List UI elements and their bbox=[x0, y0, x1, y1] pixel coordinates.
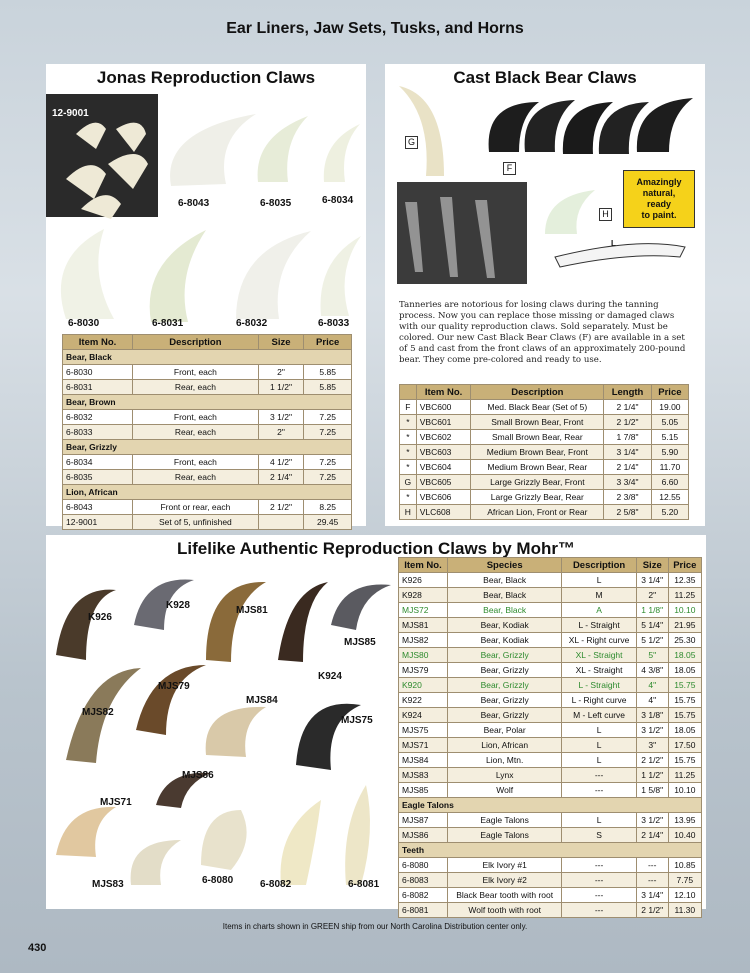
photo-label: 6-8034 bbox=[322, 195, 354, 206]
table-cell: VBC603 bbox=[416, 445, 471, 460]
table-cell: Elk Ivory #2 bbox=[447, 873, 561, 888]
table-cell: K924 bbox=[399, 708, 448, 723]
table-cell: H bbox=[400, 505, 417, 520]
table-cell: 12.55 bbox=[651, 490, 688, 505]
photo-label: K928 bbox=[166, 600, 190, 611]
table-row: 6-8043 Front or rear, each 2 1/2" 8.25 bbox=[63, 500, 352, 515]
table-cell: MJS87 bbox=[399, 813, 448, 828]
table-cell: 6-8080 bbox=[399, 858, 448, 873]
table-cell: 2 1/4" bbox=[604, 460, 652, 475]
table-row bbox=[399, 858, 702, 873]
table-cell: 11.30 bbox=[668, 903, 701, 918]
table-row bbox=[400, 445, 689, 460]
table-cell: MJS71 bbox=[399, 738, 448, 753]
callout-box: Amazingly natural, ready to paint. bbox=[623, 170, 695, 228]
table-cell: Bear, Grizzly bbox=[447, 708, 561, 723]
col-header: Size bbox=[258, 335, 304, 350]
table-cell: M bbox=[562, 588, 636, 603]
table-cell: L - Straight bbox=[562, 618, 636, 633]
table-cell: 11.25 bbox=[668, 768, 701, 783]
table-cell: 7.75 bbox=[668, 873, 701, 888]
table-cell: 2 1/4" bbox=[636, 828, 668, 843]
mohr-panel bbox=[46, 535, 706, 915]
table-row bbox=[400, 505, 689, 520]
table-cell: 12.35 bbox=[668, 573, 701, 588]
table-row bbox=[399, 783, 702, 798]
table-cell: MJS72 bbox=[399, 603, 448, 618]
table-cell: L - Straight bbox=[562, 678, 636, 693]
table-cell: MJS86 bbox=[399, 828, 448, 843]
table-cell: L bbox=[562, 723, 636, 738]
mohr-table: Item No. Species Description Size Price K926 Bear, Black L 3 1/4" 12.35 K928 Bear, Black M 2" 11.25 MJS72 Bear, Black A 1 1/8" 10.10 MJS81 Bear, Kodiak L - Straight 5 1/4" 21.95 MJS82 Bear, Kodiak XL - Right curve 5 1/2" 25.30 MJS80 Bear, Grizzly XL - Straight 5" 18.05 MJS79 Bear, Grizzly XL - Straight 4 3/8" 18.05 K920 Bear, Grizzly L - Straight 4" 15.75 K922 Bear, Grizzly L - Right curve 4" 15.75 K924 Bear, Grizzly M - Left curve 3 1/8" 15.75 MJS75 Bear, Polar L 3 1/2" 18.05 MJS71 Lion, African L 3" 17.50 MJS84 Lion, Mtn. L 2 1/2" 15.75 MJS83 Lynx --- 1 1/2" 11.25 MJS85 Wolf --- 1 5/8" 10.10 Eagle Talons MJS87 Eagle Talons L 3 1/2" 13.95 MJS86 Eagle Talons S 2 1/4" 10.40 Teeth 6-8080 Elk Ivory #1 --- --- 10.85 6-8083 Elk Ivory #2 --- --- 7.75 6-8082 Black Bear tooth with root --- 3 1/4" 12.10 6-8081 Wolf tooth with root --- 2 1/2" 11.30 bbox=[398, 557, 702, 918]
table-cell: Black Bear tooth with root bbox=[447, 888, 561, 903]
photo-label: MJS85 bbox=[344, 637, 376, 648]
table-cell: MJS84 bbox=[399, 753, 448, 768]
table-cell: 5.20 bbox=[651, 505, 688, 520]
table-cell: 2 5/8" bbox=[604, 505, 652, 520]
jonas-table bbox=[62, 334, 352, 530]
table-row bbox=[399, 588, 702, 603]
jonas-panel bbox=[46, 64, 366, 526]
table-row bbox=[400, 430, 689, 445]
table-row bbox=[399, 663, 702, 678]
table-cell: * bbox=[400, 490, 417, 505]
table-row bbox=[399, 768, 702, 783]
table-cell: 10.10 bbox=[668, 603, 701, 618]
table-cell: --- bbox=[636, 873, 668, 888]
photo-label: 6-8031 bbox=[152, 318, 184, 329]
table-cell: 15.75 bbox=[668, 678, 701, 693]
table-cell: Wolf tooth with root bbox=[447, 903, 561, 918]
table-cell: Eagle Talons bbox=[447, 828, 561, 843]
table-row bbox=[399, 648, 702, 663]
table-cell: 6.60 bbox=[651, 475, 688, 490]
photo-label: 12-9001 bbox=[52, 108, 89, 119]
cast-title: Cast Black Bear Claws bbox=[453, 68, 637, 87]
table-cell: L bbox=[562, 573, 636, 588]
photo-label: MJS86 bbox=[182, 770, 214, 781]
table-cell: L bbox=[562, 753, 636, 768]
table-cell: 6-8081 bbox=[399, 903, 448, 918]
table-cell: XL - Straight bbox=[562, 663, 636, 678]
table-cell: * bbox=[400, 445, 417, 460]
table-cell: MJS82 bbox=[399, 633, 448, 648]
table-row bbox=[399, 888, 702, 903]
table-cell: --- bbox=[562, 858, 636, 873]
table-cell: 10.10 bbox=[668, 783, 701, 798]
table-cell: G bbox=[400, 475, 417, 490]
table-cell: 2" bbox=[636, 588, 668, 603]
cast-table: Item No. Description Length Price F VBC600 Med. Black Bear (Set of 5) 2 1/4" 19.00 * VBC601 Small Brown Bear, Front 2 1/2" 5.05 * VBC602 Small Brown Bear, Rear 1 7/8" 5.15 * VBC603 Medium Brown Bear, Front 3 1/4" 5.90 * VBC604 Medium Brown Bear, Rear 2 1/4" 11.70 G VBC605 Large Grizzly Bear, Front 3 3/4" 6.60 * VBC606 Large Grizzly Bear, Rear 2 3/8" 12.55 H VLC608 African Lion, Front or Rear 2 5/8" 5.20 bbox=[399, 384, 689, 520]
table-row: 6-8033 Rear, each 2" 7.25 bbox=[63, 425, 352, 440]
table-cell: 4" bbox=[636, 678, 668, 693]
table-row bbox=[399, 693, 702, 708]
table-cell: 1 1/8" bbox=[636, 603, 668, 618]
table-row bbox=[400, 415, 689, 430]
jonas-title: Jonas Reproduction Claws bbox=[96, 68, 316, 87]
table-cell: VLC608 bbox=[416, 505, 471, 520]
table-cell: 15.75 bbox=[668, 708, 701, 723]
table-cell: 25.30 bbox=[668, 633, 701, 648]
table-cell: 10.40 bbox=[668, 828, 701, 843]
tag-h: H bbox=[599, 208, 612, 221]
table-cell: 18.05 bbox=[668, 648, 701, 663]
table-cell: F bbox=[400, 400, 417, 415]
table-cell: Large Grizzly Bear, Rear bbox=[471, 490, 604, 505]
photo-label: 6-8080 bbox=[202, 875, 234, 886]
table-cell: Bear, Grizzly bbox=[447, 663, 561, 678]
table-cell: Bear, Black bbox=[447, 588, 561, 603]
photo-label: 6-8035 bbox=[260, 198, 292, 209]
table-row: 6-8034 Front, each 4 1/2" 7.25 bbox=[63, 455, 352, 470]
table-row bbox=[399, 708, 702, 723]
table-row bbox=[399, 813, 702, 828]
table-cell: * bbox=[400, 415, 417, 430]
table-cell: MJS80 bbox=[399, 648, 448, 663]
photo-label: 6-8033 bbox=[318, 318, 350, 329]
table-cell: --- bbox=[562, 903, 636, 918]
table-row: 6-8032 Front, each 3 1/2" 7.25 bbox=[63, 410, 352, 425]
table-cell: Elk Ivory #1 bbox=[447, 858, 561, 873]
col-header: Price bbox=[304, 335, 352, 350]
table-cell: 19.00 bbox=[651, 400, 688, 415]
table-row bbox=[399, 873, 702, 888]
table-cell: 3 1/4" bbox=[604, 445, 652, 460]
table-cell: VBC605 bbox=[416, 475, 471, 490]
photo-label: K924 bbox=[318, 671, 342, 682]
table-cell: Bear, Grizzly bbox=[447, 693, 561, 708]
table-cell: 15.75 bbox=[668, 693, 701, 708]
table-cell: 2 1/4" bbox=[604, 400, 652, 415]
description-paragraph: Tanneries are notorious for losing claws during the tanning process. Now you can replace those missing or damaged claws with our quality reproduction claws. Sold separately. Must be colored. Our new Cast Black Bear Claws (F) are available in a set of 5 and cast from the front claws of an approximately 200-pound bear. They come pre-colored and ready to use. bbox=[399, 300, 686, 365]
table-row bbox=[399, 828, 702, 843]
photo-label: K926 bbox=[88, 612, 112, 623]
table-cell: --- bbox=[562, 888, 636, 903]
table-row bbox=[399, 573, 702, 588]
table-cell: MJS83 bbox=[399, 768, 448, 783]
table-row: 6-8035 Rear, each 2 1/4" 7.25 bbox=[63, 470, 352, 485]
table-cell: S bbox=[562, 828, 636, 843]
table-cell: MJS85 bbox=[399, 783, 448, 798]
table-cell: K926 bbox=[399, 573, 448, 588]
table-cell: VBC602 bbox=[416, 430, 471, 445]
tag-g: G bbox=[405, 136, 418, 149]
table-cell: Lion, African bbox=[447, 738, 561, 753]
table-cell: 5" bbox=[636, 648, 668, 663]
table-cell: XL - Straight bbox=[562, 648, 636, 663]
table-cell: African Lion, Front or Rear bbox=[471, 505, 604, 520]
table-cell: 3 1/2" bbox=[636, 723, 668, 738]
table-cell: VBC600 bbox=[416, 400, 471, 415]
table-cell: 5 1/4" bbox=[636, 618, 668, 633]
tag-l: L bbox=[611, 239, 616, 248]
table-cell: Medium Brown Bear, Front bbox=[471, 445, 604, 460]
table-cell: 1 1/2" bbox=[636, 768, 668, 783]
table-cell: Bear, Kodiak bbox=[447, 633, 561, 648]
table-cell: 11.25 bbox=[668, 588, 701, 603]
table-cell: 2 3/8" bbox=[604, 490, 652, 505]
table-cell: 13.95 bbox=[668, 813, 701, 828]
table-cell: 5.15 bbox=[651, 430, 688, 445]
group-row: Bear, Brown bbox=[63, 395, 352, 410]
table-cell: K922 bbox=[399, 693, 448, 708]
photo-label: MJS75 bbox=[341, 715, 373, 726]
mohr-title: Lifelike Authentic Reproduction Claws by Mohr™ bbox=[177, 539, 575, 558]
table-cell: * bbox=[400, 430, 417, 445]
table-cell: 3 1/4" bbox=[636, 573, 668, 588]
table-cell: 17.50 bbox=[668, 738, 701, 753]
table-cell: VBC606 bbox=[416, 490, 471, 505]
table-row bbox=[400, 490, 689, 505]
group-row: Eagle Talons bbox=[399, 798, 702, 813]
table-cell: 3 1/4" bbox=[636, 888, 668, 903]
col-header: Description bbox=[133, 335, 259, 350]
table-cell: --- bbox=[562, 768, 636, 783]
table-row bbox=[399, 903, 702, 918]
table-cell: 2 1/2" bbox=[604, 415, 652, 430]
col-header: Item No. bbox=[63, 335, 133, 350]
table-cell: Bear, Grizzly bbox=[447, 648, 561, 663]
table-cell: Small Brown Bear, Rear bbox=[471, 430, 604, 445]
table-row bbox=[400, 460, 689, 475]
table-row bbox=[399, 723, 702, 738]
group-row: Teeth bbox=[399, 843, 702, 858]
table-row bbox=[399, 603, 702, 618]
table-row bbox=[400, 400, 689, 415]
table-cell: 10.85 bbox=[668, 858, 701, 873]
tag-f: F bbox=[503, 162, 516, 175]
table-cell: A bbox=[562, 603, 636, 618]
photo-label: 6-8082 bbox=[260, 879, 292, 890]
table-cell: Bear, Black bbox=[447, 573, 561, 588]
table-cell: VBC601 bbox=[416, 415, 471, 430]
table-cell: L bbox=[562, 813, 636, 828]
table-cell: K920 bbox=[399, 678, 448, 693]
table-row bbox=[399, 738, 702, 753]
table-cell: --- bbox=[636, 858, 668, 873]
table-cell: Medium Brown Bear, Rear bbox=[471, 460, 604, 475]
group-row: Lion, African bbox=[63, 485, 352, 500]
table-cell: L bbox=[562, 738, 636, 753]
table-cell: 2 1/2" bbox=[636, 753, 668, 768]
page-number: 430 bbox=[28, 942, 47, 954]
table-cell: 2 1/2" bbox=[636, 903, 668, 918]
table-cell: XL - Right curve bbox=[562, 633, 636, 648]
table-cell: MJS75 bbox=[399, 723, 448, 738]
photo-label: MJS84 bbox=[246, 695, 278, 706]
table-cell: 1 7/8" bbox=[604, 430, 652, 445]
table-cell: Bear, Kodiak bbox=[447, 618, 561, 633]
table-cell: 12.10 bbox=[668, 888, 701, 903]
table-cell: Small Brown Bear, Front bbox=[471, 415, 604, 430]
table-cell: 18.05 bbox=[668, 663, 701, 678]
table-row bbox=[399, 618, 702, 633]
table-cell: --- bbox=[562, 783, 636, 798]
photo-label: 6-8030 bbox=[68, 318, 100, 329]
table-cell: MJS79 bbox=[399, 663, 448, 678]
photo-label: 6-8081 bbox=[348, 879, 380, 890]
table-cell: 5.05 bbox=[651, 415, 688, 430]
table-cell: 3 1/8" bbox=[636, 708, 668, 723]
table-cell: L - Right curve bbox=[562, 693, 636, 708]
table-cell: 18.05 bbox=[668, 723, 701, 738]
footer-note: Items in charts shown in GREEN ship from our North Carolina Distribution center only. bbox=[222, 922, 528, 931]
page-title: Ear Liners, Jaw Sets, Tusks, and Horns bbox=[226, 20, 524, 37]
table-cell: 6-8083 bbox=[399, 873, 448, 888]
photo-label: MJS82 bbox=[82, 707, 114, 718]
table-row bbox=[399, 753, 702, 768]
table-cell: 5 1/2" bbox=[636, 633, 668, 648]
table-row: 12-9001 Set of 5, unfinished 29.45 bbox=[63, 515, 352, 530]
photo-label: MJS71 bbox=[100, 797, 132, 808]
table-cell: Med. Black Bear (Set of 5) bbox=[471, 400, 604, 415]
table-cell: 3 1/2" bbox=[636, 813, 668, 828]
table-cell: 4 3/8" bbox=[636, 663, 668, 678]
table-cell: M - Left curve bbox=[562, 708, 636, 723]
table-cell: K928 bbox=[399, 588, 448, 603]
table-cell: 21.95 bbox=[668, 618, 701, 633]
table-cell: VBC604 bbox=[416, 460, 471, 475]
cast-panel bbox=[385, 64, 705, 526]
table-cell: Lynx bbox=[447, 768, 561, 783]
photo-label: MJS83 bbox=[92, 879, 124, 890]
table-cell: 6-8082 bbox=[399, 888, 448, 903]
table-cell: Wolf bbox=[447, 783, 561, 798]
table-cell: --- bbox=[562, 873, 636, 888]
group-row: Bear, Grizzly bbox=[63, 440, 352, 455]
table-cell: 4" bbox=[636, 693, 668, 708]
table-cell: 3" bbox=[636, 738, 668, 753]
table-cell: 15.75 bbox=[668, 753, 701, 768]
table-cell: 3 3/4" bbox=[604, 475, 652, 490]
table-row bbox=[400, 475, 689, 490]
table-cell: Bear, Polar bbox=[447, 723, 561, 738]
table-cell: * bbox=[400, 460, 417, 475]
photo-label: MJS79 bbox=[158, 681, 190, 692]
table-cell: Large Grizzly Bear, Front bbox=[471, 475, 604, 490]
group-row: Bear, Black bbox=[63, 350, 352, 365]
table-cell: 5.90 bbox=[651, 445, 688, 460]
table-cell: 11.70 bbox=[651, 460, 688, 475]
table-row bbox=[399, 678, 702, 693]
table-cell: Eagle Talons bbox=[447, 813, 561, 828]
table-cell: MJS81 bbox=[399, 618, 448, 633]
table-cell: Bear, Black bbox=[447, 603, 561, 618]
jonas-claw-photos bbox=[46, 94, 366, 334]
table-cell: Bear, Grizzly bbox=[447, 678, 561, 693]
photo-label: 6-8043 bbox=[178, 198, 210, 209]
photo-label: 6-8032 bbox=[236, 318, 268, 329]
table-row bbox=[399, 633, 702, 648]
table-cell: 1 5/8" bbox=[636, 783, 668, 798]
table-row: 6-8031 Rear, each 1 1/2" 5.85 bbox=[63, 380, 352, 395]
table-cell: Lion, Mtn. bbox=[447, 753, 561, 768]
table-row: 6-8030 Front, each 2" 5.85 bbox=[63, 365, 352, 380]
photo-label: MJS81 bbox=[236, 605, 268, 616]
